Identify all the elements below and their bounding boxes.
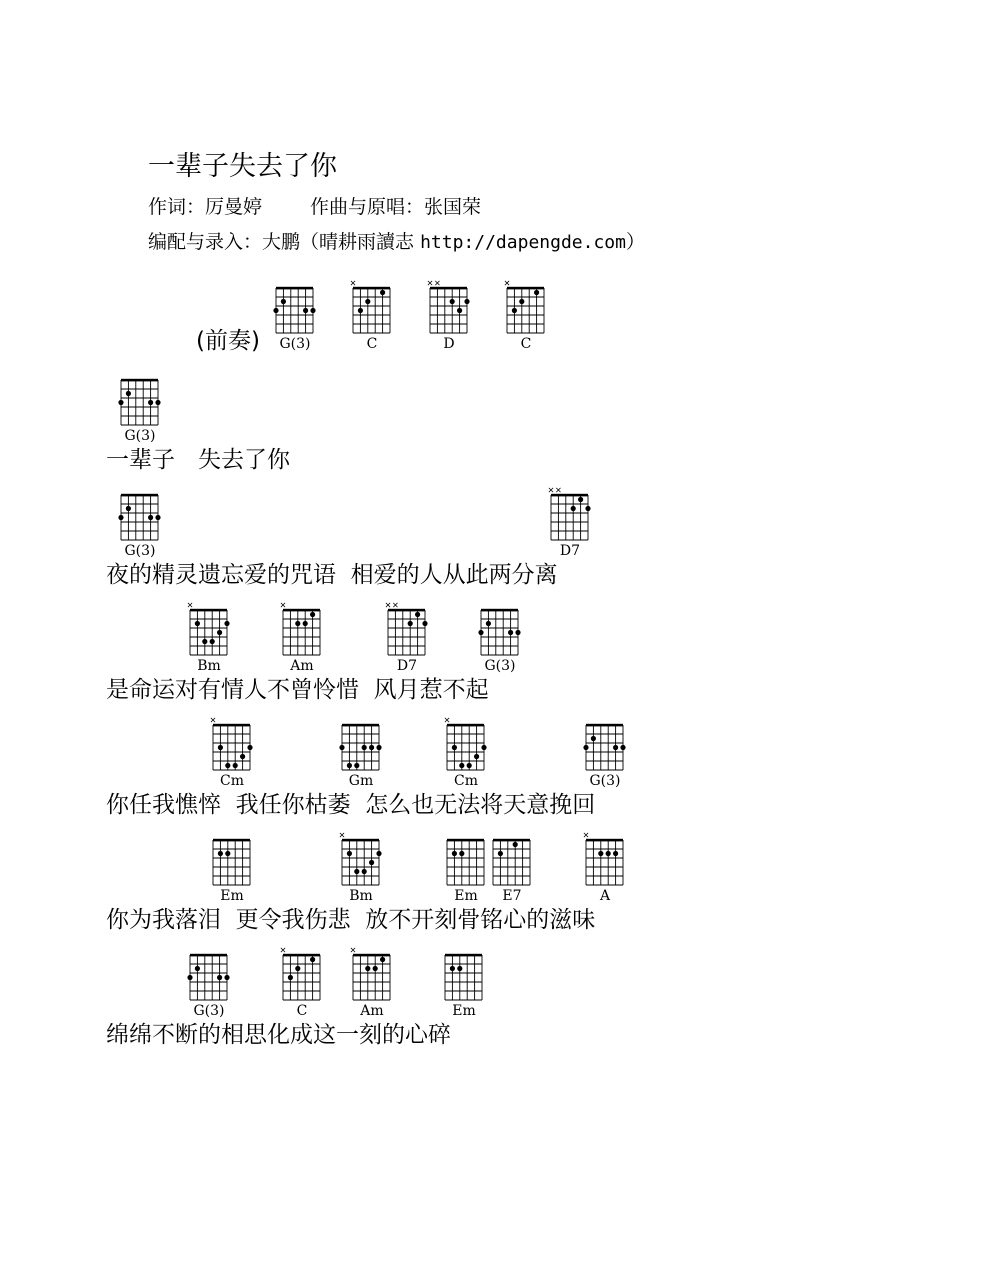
chord-nut	[353, 954, 390, 957]
finger-dot	[225, 851, 230, 856]
finger-dot	[422, 621, 427, 626]
chord-nut	[190, 954, 227, 957]
chord-diagram	[575, 832, 635, 912]
chord-name: C	[296, 1003, 308, 1019]
chord-name: C	[520, 336, 532, 352]
finger-dot	[247, 745, 252, 750]
finger-dot	[459, 763, 464, 768]
finger-dot	[408, 621, 413, 626]
finger-dot	[376, 745, 381, 750]
chord-name: Am	[360, 1003, 384, 1019]
chord-nut	[283, 609, 320, 612]
chord-nut	[276, 287, 313, 290]
finger-dot	[347, 763, 352, 768]
credits-line-1	[148, 195, 481, 219]
lyric-line: 你为我落泪 更令我伤悲 放不开刻骨铭心的滋味	[106, 907, 596, 933]
lyricist: 厉曼婷	[205, 196, 263, 218]
finger-dot	[224, 621, 229, 626]
chord-name: Bm	[197, 658, 221, 674]
chord-nut	[586, 839, 623, 842]
finger-dot	[218, 851, 223, 856]
finger-dot	[512, 308, 517, 313]
finger-dot	[288, 975, 293, 980]
finger-dot	[155, 400, 160, 405]
chord-diagram	[110, 372, 170, 452]
finger-dot	[195, 966, 200, 971]
finger-dot	[303, 621, 308, 626]
chord-name: G(3)	[279, 336, 311, 352]
chord-name: G(3)	[124, 428, 156, 444]
chord-nut	[213, 724, 250, 727]
lyric-line: 夜的精灵遗忘爱的咒语 相爱的人从此两分离	[106, 562, 558, 588]
chord-nut	[447, 839, 484, 842]
finger-dot	[148, 400, 153, 405]
song-title: 一辈子失去了你	[148, 151, 337, 182]
chord-name: Gm	[348, 773, 374, 789]
finger-dot	[415, 612, 420, 617]
chord-diagram	[272, 947, 332, 1027]
chord-diagram	[540, 487, 600, 567]
finger-dot	[217, 630, 222, 635]
finger-dot	[376, 851, 381, 856]
chord-name: G(3)	[484, 658, 516, 674]
chord-nut	[342, 839, 379, 842]
finger-dot	[218, 745, 223, 750]
finger-dot	[508, 630, 513, 635]
chord-name: E7	[502, 888, 522, 904]
finger-dot	[369, 860, 374, 865]
chord-diagram	[202, 717, 262, 797]
chord-diagram	[482, 832, 542, 912]
finger-dot	[613, 851, 618, 856]
chord-name: A	[599, 888, 611, 904]
chord-name: D7	[559, 543, 581, 559]
close-paren: ）	[625, 231, 645, 253]
finger-dot	[362, 869, 367, 874]
arranger-label: 编配与录入：	[148, 231, 263, 253]
chord-diagram	[110, 487, 170, 567]
finger-dot	[467, 763, 472, 768]
chord-diagram	[419, 280, 479, 360]
composer: 张国荣	[424, 196, 482, 218]
finger-dot	[187, 975, 192, 980]
chord-nut	[430, 287, 467, 290]
finger-dot	[457, 966, 462, 971]
finger-dot	[534, 290, 539, 295]
website-link[interactable]: http://dapengde.com	[420, 232, 626, 253]
chord-name: Em	[220, 888, 244, 904]
chord-diagram	[434, 947, 494, 1027]
chord-diagram	[202, 832, 262, 912]
finger-dot	[225, 763, 230, 768]
finger-dot	[369, 745, 374, 750]
finger-dot	[519, 299, 524, 304]
finger-dot	[452, 851, 457, 856]
chord-name: Cm	[454, 773, 478, 789]
finger-dot	[578, 497, 583, 502]
finger-dot	[339, 745, 344, 750]
finger-dot	[450, 966, 455, 971]
finger-dot	[310, 957, 315, 962]
chord-nut	[121, 494, 158, 497]
chord-nut	[445, 954, 482, 957]
finger-dot	[217, 975, 222, 980]
finger-dot	[295, 966, 300, 971]
chord-name: Am	[290, 658, 314, 674]
chord-diagram	[496, 280, 556, 360]
finger-dot	[481, 745, 486, 750]
chord-nut	[481, 609, 518, 612]
finger-dot	[380, 957, 385, 962]
chord-nut	[283, 954, 320, 957]
finger-dot	[354, 869, 359, 874]
finger-dot	[273, 308, 278, 313]
finger-dot	[513, 842, 518, 847]
chord-diagram	[342, 947, 402, 1027]
chord-nut	[353, 287, 390, 290]
chord-name: D7	[396, 658, 418, 674]
chord-diagram	[436, 717, 496, 797]
finger-dot	[486, 621, 491, 626]
finger-dot	[498, 851, 503, 856]
chord-nut	[190, 609, 227, 612]
finger-dot	[459, 851, 464, 856]
chord-diagram	[470, 602, 530, 682]
finger-dot	[380, 290, 385, 295]
finger-dot	[365, 966, 370, 971]
chord-nut	[121, 379, 158, 382]
lyricist-label: 作词：	[148, 196, 206, 218]
chord-diagram	[179, 947, 239, 1027]
lyric-line: 是命运对有情人不曾怜惜 风月惹不起	[106, 677, 489, 703]
finger-dot	[202, 639, 207, 644]
chord-nut	[213, 839, 250, 842]
chord-diagram	[575, 717, 635, 797]
finger-dot	[347, 851, 352, 856]
chord-nut	[447, 724, 484, 727]
finger-dot	[233, 763, 238, 768]
finger-dot	[464, 299, 469, 304]
finger-dot	[583, 745, 588, 750]
finger-dot	[613, 745, 618, 750]
chord-name: D	[443, 336, 455, 352]
finger-dot	[450, 299, 455, 304]
finger-dot	[457, 308, 462, 313]
intro-label: (前奏)	[196, 328, 260, 354]
finger-dot	[620, 745, 625, 750]
finger-dot	[126, 391, 131, 396]
arranger: 大鹏（晴耕雨讀志	[262, 231, 415, 253]
finger-dot	[515, 630, 520, 635]
finger-dot	[606, 851, 611, 856]
lyric-line: 一辈子 失去了你	[106, 447, 290, 473]
finger-dot	[126, 506, 131, 511]
finger-dot	[148, 515, 153, 520]
finger-dot	[303, 308, 308, 313]
finger-dot	[118, 400, 123, 405]
finger-dot	[310, 308, 315, 313]
chord-name: Cm	[220, 773, 244, 789]
composer-label: 作曲与原唱：	[310, 196, 425, 218]
finger-dot	[210, 639, 215, 644]
finger-dot	[365, 299, 370, 304]
chord-diagram	[342, 280, 402, 360]
finger-dot	[155, 515, 160, 520]
chord-nut	[388, 609, 425, 612]
finger-dot	[358, 308, 363, 313]
chord-nut	[551, 494, 588, 497]
finger-dot	[354, 763, 359, 768]
finger-dot	[240, 754, 245, 759]
finger-dot	[452, 745, 457, 750]
finger-dot	[585, 506, 590, 511]
chord-name: G(3)	[193, 1003, 225, 1019]
chord-diagram	[272, 602, 332, 682]
chord-name: G(3)	[124, 543, 156, 559]
chord-name: G(3)	[589, 773, 621, 789]
chord-diagram	[179, 602, 239, 682]
lyric-line: 绵绵不断的相思化成这一刻的心碎	[106, 1022, 451, 1048]
finger-dot	[478, 630, 483, 635]
finger-dot	[281, 299, 286, 304]
chord-diagram	[377, 602, 437, 682]
chord-nut	[493, 839, 530, 842]
finger-dot	[310, 612, 315, 617]
chord-name: Bm	[349, 888, 373, 904]
chord-nut	[507, 287, 544, 290]
lyric-line: 你任我憔悴 我任你枯萎 怎么也无法将天意挽回	[106, 792, 596, 818]
chord-diagram	[265, 280, 325, 360]
credits-line-2	[148, 230, 645, 255]
chord-nut	[342, 724, 379, 727]
chord-name: Em	[454, 888, 478, 904]
finger-dot	[118, 515, 123, 520]
chord-nut	[586, 724, 623, 727]
finger-dot	[224, 975, 229, 980]
chord-name: Em	[452, 1003, 476, 1019]
chord-name: C	[366, 336, 378, 352]
finger-dot	[195, 621, 200, 626]
finger-dot	[362, 745, 367, 750]
finger-dot	[571, 506, 576, 511]
finger-dot	[598, 851, 603, 856]
finger-dot	[591, 736, 596, 741]
chord-diagram	[331, 832, 391, 912]
finger-dot	[373, 966, 378, 971]
chord-diagram	[331, 717, 391, 797]
finger-dot	[295, 621, 300, 626]
finger-dot	[474, 754, 479, 759]
